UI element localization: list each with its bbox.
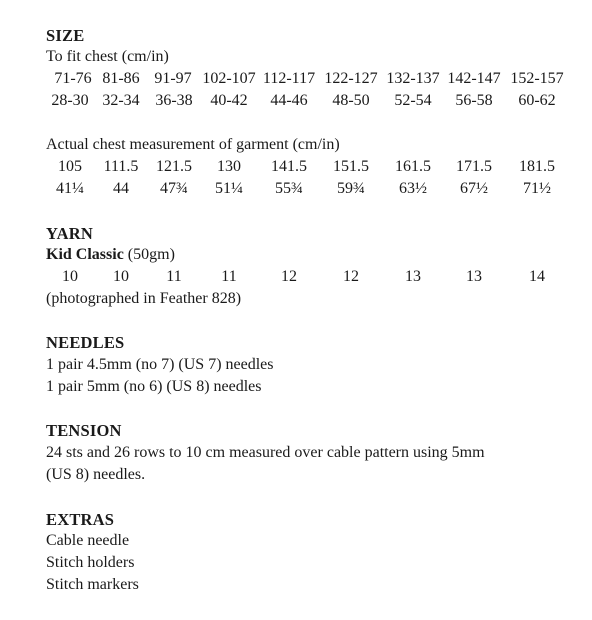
tension-text-line: 24 sts and 26 rows to 10 cm measured over cable pattern using 5mm (46, 444, 485, 461)
actual-in-value: 63½ (399, 180, 427, 197)
yarn-balls-value: 11 (221, 268, 237, 285)
actual-in-value: 44 (113, 180, 129, 197)
needles-heading: NEEDLES (46, 333, 125, 352)
actual-in-value: 51¼ (215, 180, 243, 197)
size-heading: SIZE (46, 26, 85, 45)
tension-text-line: (US 8) needles. (46, 466, 146, 483)
fit-cm-row (0, 70, 592, 92)
fit-cm-value: 152-157 (510, 70, 564, 87)
fit-in-value: 56-58 (455, 92, 493, 109)
actual-in-row (0, 180, 592, 202)
yarn-balls-value: 10 (62, 268, 78, 285)
yarn-type-line (46, 246, 175, 264)
extras-heading: EXTRAS (46, 510, 115, 529)
actual-chest-label: Actual chest measurement of garment (cm/in) (46, 136, 340, 153)
actual-cm-value: 151.5 (333, 158, 369, 175)
fit-in-value: 28-30 (51, 92, 89, 109)
fit-in-value: 36-38 (155, 92, 193, 109)
extras-item: Stitch holders (46, 554, 135, 571)
needles-item: 1 pair 5mm (no 6) (US 8) needles (46, 378, 262, 395)
actual-in-value: 59¾ (337, 180, 365, 197)
yarn-balls-value: 14 (529, 268, 545, 285)
extras-item: Cable needle (46, 532, 130, 549)
yarn-balls-value: 12 (281, 268, 297, 285)
tension-heading: TENSION (46, 421, 122, 440)
fit-in-value: 40-42 (210, 92, 248, 109)
actual-cm-value: 181.5 (519, 158, 555, 175)
fit-in-value: 32-34 (102, 92, 140, 109)
actual-in-value: 41¼ (56, 180, 84, 197)
fit-in-value: 48-50 (332, 92, 370, 109)
actual-cm-value: 141.5 (271, 158, 307, 175)
fit-in-value: 52-54 (394, 92, 432, 109)
actual-cm-value: 130 (217, 158, 241, 175)
actual-in-value: 71½ (523, 180, 551, 197)
yarn-balls-value: 12 (343, 268, 359, 285)
fit-cm-value: 142-147 (447, 70, 501, 87)
actual-cm-value: 105 (58, 158, 82, 175)
yarn-photo-note: (photographed in Feather 828) (46, 290, 242, 307)
actual-cm-value: 111.5 (103, 158, 139, 175)
yarn-balls-value: 10 (113, 268, 129, 285)
actual-in-value: 55¾ (275, 180, 303, 197)
fit-chest-label: To fit chest (cm/in) (46, 48, 169, 65)
actual-cm-value: 161.5 (395, 158, 431, 175)
actual-in-value: 47¾ (160, 180, 188, 197)
fit-in-value: 60-62 (518, 92, 556, 109)
fit-cm-value: 122-127 (324, 70, 378, 87)
actual-cm-value: 121.5 (156, 158, 192, 175)
yarn-balls-value: 13 (466, 268, 482, 285)
fit-cm-value: 112-117 (262, 70, 316, 87)
fit-in-value: 44-46 (270, 92, 308, 109)
yarn-balls-value: 11 (166, 268, 182, 285)
yarn-weight: (50gm) (127, 246, 175, 263)
fit-cm-value: 132-137 (386, 70, 440, 87)
needles-item: 1 pair 4.5mm (no 7) (US 7) needles (46, 356, 274, 373)
fit-cm-value: 81-86 (102, 70, 140, 87)
extras-item: Stitch markers (46, 576, 139, 593)
yarn-name: Kid Classic (46, 246, 124, 263)
fit-in-row (0, 92, 592, 114)
fit-cm-value: 71-76 (54, 70, 92, 87)
yarn-balls-row (0, 268, 592, 290)
actual-cm-value: 171.5 (456, 158, 492, 175)
fit-cm-value: 102-107 (202, 70, 256, 87)
fit-cm-value: 91-97 (154, 70, 192, 87)
actual-in-value: 67½ (460, 180, 488, 197)
yarn-balls-value: 13 (405, 268, 421, 285)
yarn-heading: YARN (46, 224, 93, 243)
actual-cm-row (0, 158, 592, 180)
